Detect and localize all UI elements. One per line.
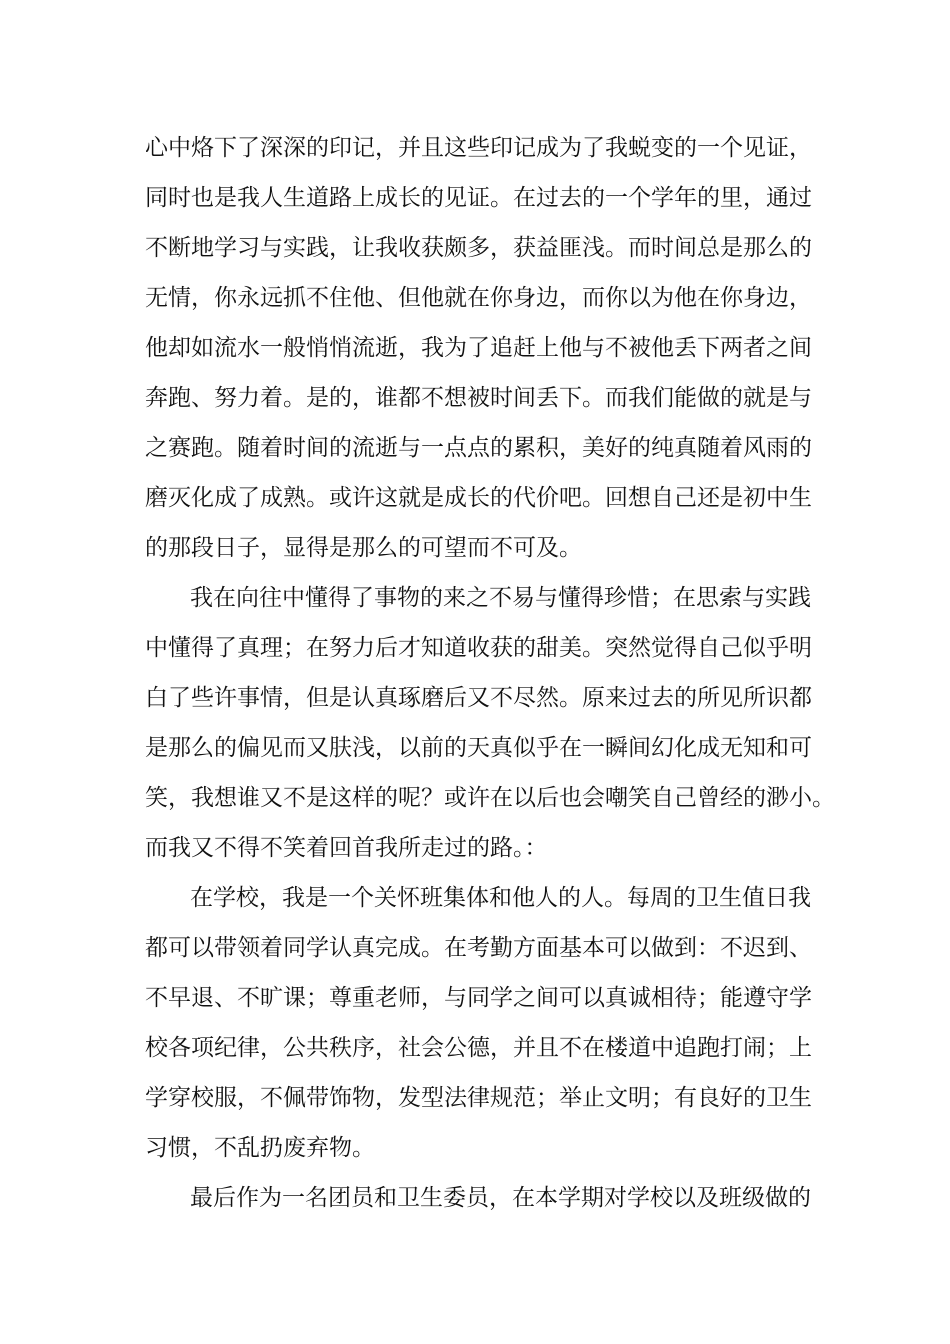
text-line: 不早退、不旷课；尊重老师，与同学之间可以真诚相待；能遵守学 bbox=[145, 985, 812, 1011]
text-line: 而我又不得不笑着回首我所走过的路。： bbox=[145, 835, 548, 861]
text-line: 奔跑、努力着。是的，谁都不想被时间丢下。而我们能做的就是与 bbox=[145, 385, 812, 411]
text-line: 之赛跑。随着时间的流逝与一点点的累积，美好的纯真随着风雨的 bbox=[145, 435, 812, 461]
text-line: 无情，你永远抓不住他、但他就在你身边，而你以为他在你身边， bbox=[145, 285, 812, 311]
paragraph-first-line: 我在向往中懂得了事物的来之不易与懂得珍惜；在思索与实践 bbox=[190, 585, 811, 611]
text-line: 他却如流水一般悄悄流逝，我为了追赶上他与不被他丢下两者之间 bbox=[145, 335, 812, 361]
text-line: 笑，我想谁又不是这样的呢？或许在以后也会嘲笑自己曾经的渺小。 bbox=[145, 785, 835, 811]
text-line: 校各项纪律，公共秩序，社会公德，并且不在楼道中追跑打闹；上 bbox=[145, 1035, 812, 1061]
paragraph-first-line: 最后作为一名团员和卫生委员，在本学期对学校以及班级做的 bbox=[190, 1185, 811, 1211]
text-line: 不断地学习与实践，让我收获颇多，获益匪浅。而时间总是那么的 bbox=[145, 235, 812, 261]
text-line: 是那么的偏见而又肤浅，以前的天真似乎在一瞬间幻化成无知和可 bbox=[145, 735, 812, 761]
text-line: 心中烙下了深深的印记，并且这些印记成为了我蜕变的一个见证， bbox=[145, 135, 812, 161]
text-line: 学穿校服，不佩带饰物，发型法律规范；举止文明；有良好的卫生 bbox=[145, 1085, 812, 1111]
text-line: 都可以带领着同学认真完成。在考勤方面基本可以做到：不迟到、 bbox=[145, 935, 812, 961]
text-line: 的那段日子，显得是那么的可望而不可及。 bbox=[145, 535, 582, 561]
text-line: 磨灭化成了成熟。或许这就是成长的代价吧。回想自己还是初中生 bbox=[145, 485, 812, 511]
text-line: 中懂得了真理；在努力后才知道收获的甜美。突然觉得自己似乎明 bbox=[145, 635, 812, 661]
text-line: 同时也是我人生道路上成长的见证。在过去的一个学年的里，通过 bbox=[145, 185, 812, 211]
paragraph-first-line: 在学校，我是一个关怀班集体和他人的人。每周的卫生值日我 bbox=[190, 885, 811, 911]
text-line: 习惯，不乱扔废弃物。 bbox=[145, 1135, 375, 1161]
text-line: 白了些许事情，但是认真琢磨后又不尽然。原来过去的所见所识都 bbox=[145, 685, 812, 711]
